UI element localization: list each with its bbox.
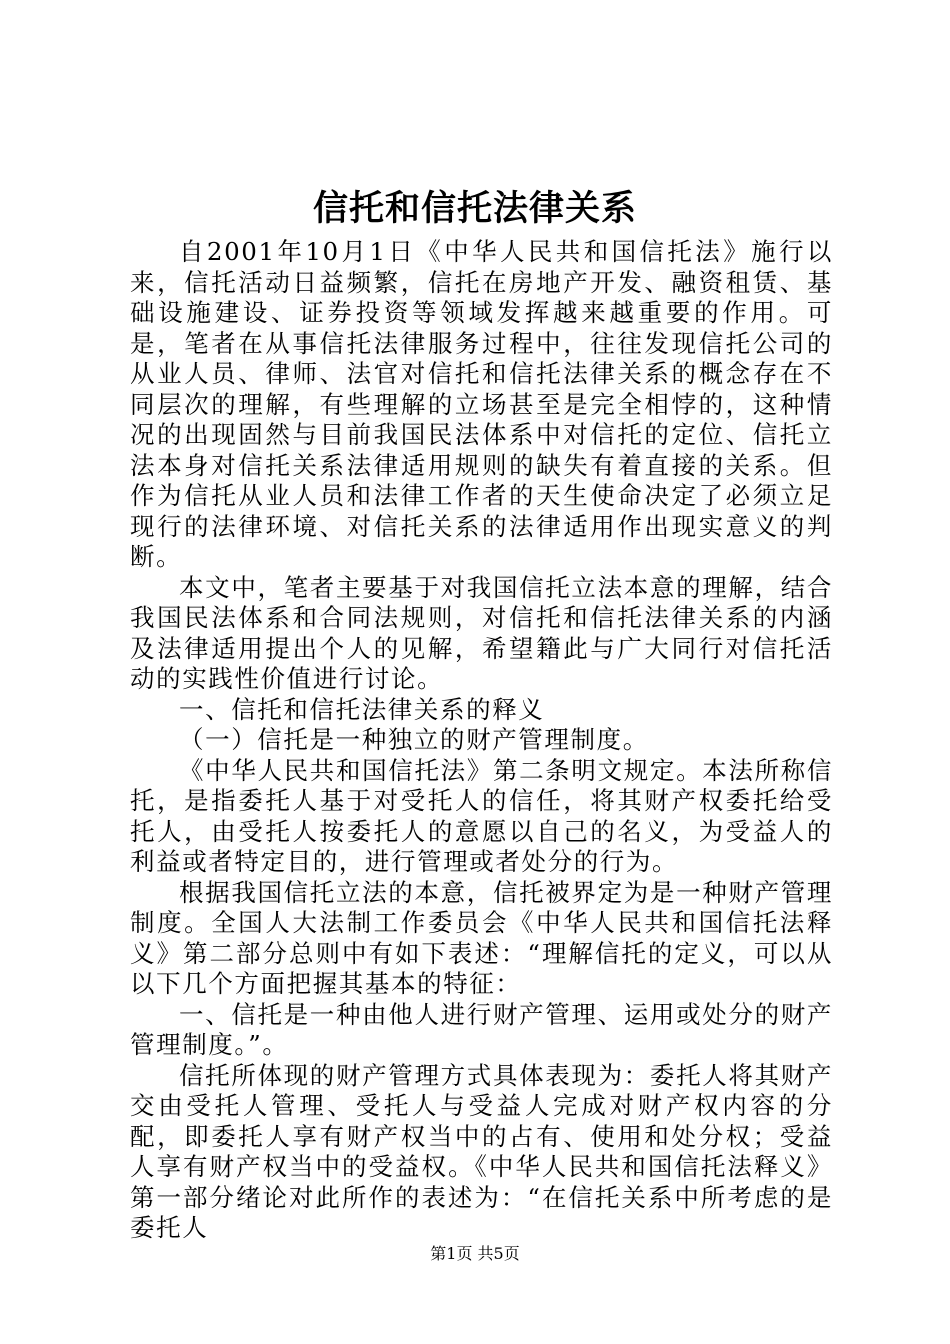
document-title: 信托和信托法律关系 <box>312 188 637 229</box>
page-number-footer: 第1页 共5页 <box>430 1244 520 1263</box>
paragraph-management-method: 信托所体现的财产管理方式具体表现为：委托人将其财产交由受托人管理、受托人与受益人完成对财产权内容的分配，即委托人享有财产权当中的占有、使用和处分权；受益人享有财产权当中的受益权。《中华人民共和国信托法释义》第一部分绪论对此所作的表述为：“在信托关系中所考虑的是委托人 <box>130 1060 833 1242</box>
paragraph-purpose: 本文中，笔者主要基于对我国信托立法本意的理解，结合我国民法体系和合同法规则，对信托和信托法律关系的内涵及法律适用提出个人的见解，希望籍此与广大同行对信托活动的实践性价值进行讨论。 <box>130 572 833 693</box>
paragraph-intro: 自2001年10月1日《中华人民共和国信托法》施行以来，信托活动日益频繁，信托在房地产开发、融资租赁、基础设施建设、证券投资等领域发挥越来越重要的作用。可是，笔者在从事信托法律服务过程中，往往发现信托公司的从业人员、律师、法官对信托和信托法律关系的概念存在不同层次的理解，有些理解的立场甚至是完全相悖的，这种情况的出现固然与目前我国民法体系中对信托的定位、信托立法本身对信托关系法律适用规则的缺失有着直接的关系。但作为信托从业人员和法律工作者的天生使命决定了必须立足现行的法律环境、对信托关系的法律适用作出现实意义的判断。 <box>130 237 833 571</box>
subsection-heading-1: （一）信托是一种独立的财产管理制度。 <box>179 725 649 754</box>
document-body <box>130 237 833 1244</box>
section-heading-1: 一、信托和信托法律关系的释义 <box>179 694 545 724</box>
paragraph-law-article: 《中华人民共和国信托法》第二条明文规定。本法所称信托，是指委托人基于对受托人的信任，将其财产权委托给受托人，由受托人按委托人的意愿以自己的名义，为受益人的利益或者特定目的，进行管理或者处分的行为。 <box>130 755 833 876</box>
paragraph-legislative-intent: 根据我国信托立法的本意，信托被界定为是一种财产管理制度。全国人大法制工作委员会《中华人民共和国信托法释义》第二部分总则中有如下表述：“理解信托的定义，可以从以下几个方面把握其基本的特征： <box>130 877 833 998</box>
paragraph-feature-one: 一、信托是一种由他人进行财产管理、运用或处分的财产管理制度。”。 <box>130 999 833 1059</box>
